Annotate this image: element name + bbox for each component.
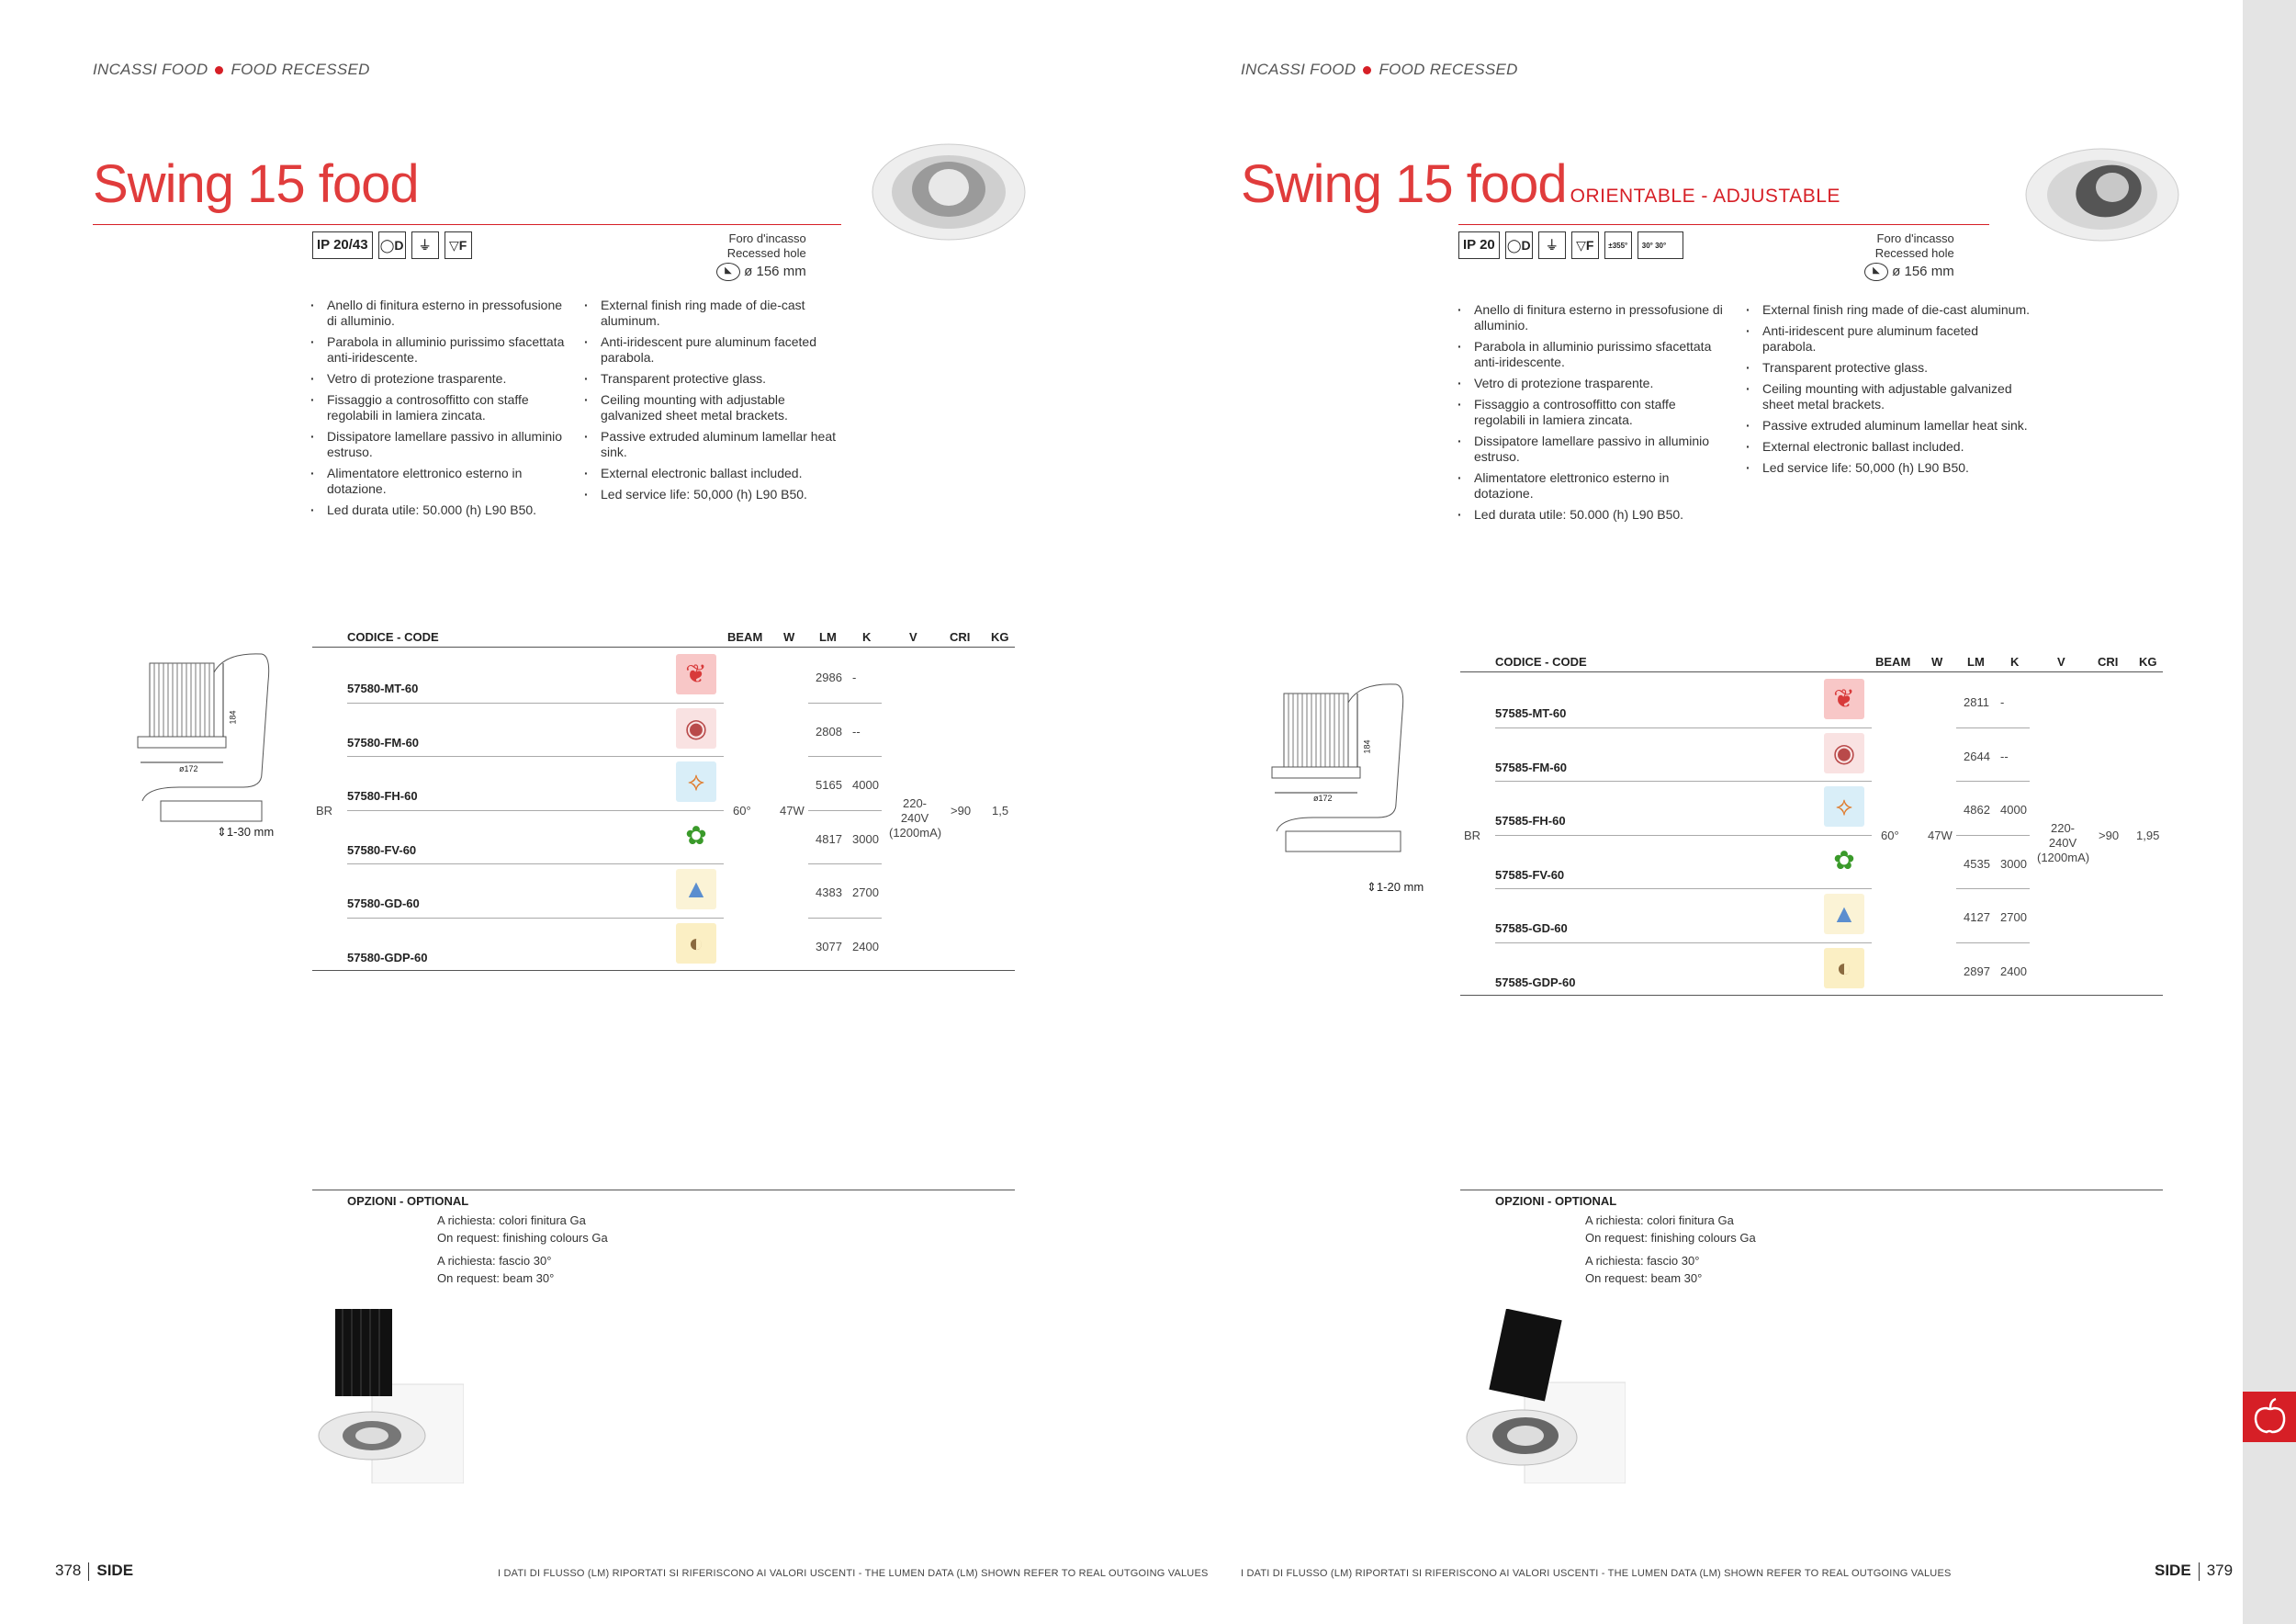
product-code: 57585-GD-60: [1495, 921, 1568, 936]
optional-title: OPZIONI - OPTIONAL: [347, 1194, 469, 1208]
feature-item: · Dissipatore lamellare passivo in alluminio estruso.: [1458, 434, 1728, 465]
feature-item: · Anello di finitura esterno in pressofusione di alluminio.: [1458, 302, 1728, 333]
vegetables-icon: ✿: [1824, 840, 1864, 881]
product-code: 57585-FM-60: [1495, 760, 1568, 774]
lumen-value: 4535: [1964, 856, 1990, 871]
lumen-value: 5165: [816, 778, 842, 793]
kelvin-value: --: [2000, 749, 2009, 763]
col-k: K: [862, 630, 872, 644]
product-code: 57585-MT-60: [1495, 706, 1567, 720]
lumen-value: 4862: [1964, 803, 1990, 818]
feature-item: · Fissaggio a controsoffitto con staffe regolabili in lamiera zincata.: [310, 392, 572, 423]
row-rule: [808, 810, 882, 811]
cri-cell: >90: [951, 804, 972, 818]
page-footer-left: [55, 1562, 133, 1581]
lumen-value: 4127: [1964, 910, 1990, 925]
cert-icons: [1458, 231, 1683, 259]
product-title: Swing 15 food: [93, 154, 419, 214]
bakery-icon: ▲: [676, 869, 716, 909]
table-bottom-rule: [1460, 995, 2163, 996]
drawing-diameter-label: ø172: [1313, 794, 1333, 803]
kelvin-value: 2700: [852, 885, 879, 900]
product-render: [317, 1300, 464, 1488]
bakery-icon: ▲: [1824, 894, 1864, 934]
optional-title: OPZIONI - OPTIONAL: [1495, 1194, 1617, 1208]
section-heading: [1241, 61, 1518, 79]
col-w: W: [783, 630, 795, 644]
row-rule: [808, 756, 882, 757]
spec-table: [312, 630, 1015, 972]
col-cri: CRI: [950, 630, 971, 644]
features-en: [584, 298, 837, 508]
col-lm: LM: [819, 630, 837, 644]
ip-rating-badge: IP 20: [1458, 231, 1500, 259]
feature-item: · Anti-iridescent pure aluminum faceted parabola.: [1746, 323, 2031, 355]
ceiling-range: ⇕1-20 mm: [1367, 880, 1424, 894]
product-render: [1465, 1309, 1626, 1488]
brand-name: SIDE: [2155, 1562, 2191, 1579]
kelvin-value: 2400: [852, 940, 879, 953]
row-rule: [347, 863, 724, 864]
rotation-icon: ±355°: [1604, 231, 1632, 259]
v-cell: 220-240V (1200mA): [2037, 821, 2090, 864]
d-mark-icon: ◯D: [1505, 231, 1533, 259]
feature-item: · Vetro di protezione trasparente.: [1458, 376, 1728, 391]
side-bar: [2243, 0, 2296, 1624]
footnote: I DATI DI FLUSSO (LM) RIPORTATI SI RIFERISCONO AI VALORI USCENTI - THE LUMEN DATA (LM) SHOWN REFER TO REAL OUTGOING VALUES: [498, 1568, 1209, 1579]
f-mark-icon: ▽F: [445, 231, 472, 259]
header-rule: [1460, 671, 2163, 672]
feature-item: · Fissaggio a controsoffitto con staffe regolabili in lamiera zincata.: [1458, 397, 1728, 428]
features-it: [1458, 302, 1728, 528]
optional-colours-en: On request: finishing colours Ga: [1585, 1231, 1756, 1245]
col-k: K: [2010, 655, 2020, 669]
lumen-value: 2986: [816, 671, 842, 684]
br-cell: BR: [1464, 829, 1481, 842]
row-rule: [1495, 727, 1872, 728]
row-rule: [347, 703, 724, 704]
d-mark-icon: ◯D: [378, 231, 406, 259]
hole-diameter: ø 156 mm: [1892, 263, 1954, 279]
row-rule: [347, 918, 724, 919]
optional-beam-it: A richiesta: fascio 30°: [1585, 1254, 1700, 1268]
title-rule: [93, 224, 841, 225]
drawing-height-label: 184: [1362, 739, 1372, 754]
product-code: 57580-FV-60: [347, 842, 417, 857]
row-rule: [808, 703, 882, 704]
w-cell: 47W: [1928, 829, 1953, 842]
kelvin-value: 4000: [852, 778, 879, 793]
table-bottom-rule: [312, 970, 1015, 971]
feature-item: · Led durata utile: 50.000 (h) L90 B50.: [310, 502, 572, 518]
row-rule: [1495, 942, 1872, 943]
hole-label-en: Recessed hole: [1874, 246, 1954, 260]
optional-beam-en: On request: beam 30°: [1585, 1271, 1703, 1285]
ceiling-range-text: 1-30 mm: [226, 825, 275, 839]
v-cell: 220-240V (1200mA): [889, 796, 942, 840]
col-code: CODICE - CODE: [1495, 655, 1587, 669]
beam-cell: 60°: [1881, 829, 1899, 842]
footer-divider: [2199, 1562, 2200, 1581]
row-rule: [1495, 781, 1872, 782]
feature-item: · Anello di finitura esterno in pressofusione di alluminio.: [310, 298, 572, 329]
cert-icons: [312, 231, 472, 259]
col-beam: BEAM: [727, 630, 763, 644]
product-code: 57585-FV-60: [1495, 867, 1565, 882]
ceiling-range-text: 1-20 mm: [1376, 880, 1424, 894]
page-number: 379: [2206, 1562, 2234, 1579]
feature-item: · External electronic ballast included.: [1746, 439, 2031, 455]
title-rule: [1458, 224, 1989, 225]
vegetables-icon: ✿: [676, 816, 716, 856]
recessed-hole-info: [716, 231, 806, 281]
kelvin-value: -: [852, 671, 857, 684]
col-cri: CRI: [2098, 655, 2119, 669]
feature-item: · Ceiling mounting with adjustable galvanized sheet metal brackets.: [1746, 381, 2031, 412]
feature-item: · Transparent protective glass.: [584, 371, 837, 387]
lumen-value: 4383: [816, 885, 842, 900]
col-code: CODICE - CODE: [347, 630, 439, 644]
header-rule: [312, 647, 1015, 648]
page-footer-right: [2155, 1562, 2233, 1581]
kelvin-value: 2700: [2000, 910, 2027, 925]
product-code: 57585-GDP-60: [1495, 976, 1576, 989]
bread-icon: ◐: [676, 923, 716, 964]
row-rule: [1956, 835, 2030, 836]
feature-item: · Led service life: 50,000 (h) L90 B50.: [584, 487, 837, 502]
w-cell: 47W: [780, 804, 805, 818]
f-mark-icon: ▽F: [1571, 231, 1599, 259]
col-v: V: [909, 630, 917, 644]
category-tab[interactable]: [2243, 1392, 2296, 1442]
kelvin-value: 3000: [2000, 856, 2027, 871]
technical-drawing: [1258, 675, 1414, 863]
section-en: FOOD RECESSED: [1379, 61, 1518, 78]
row-rule: [1956, 942, 2030, 943]
col-beam: BEAM: [1875, 655, 1911, 669]
bullet-dot: [215, 66, 223, 74]
lumen-value: 3077: [816, 940, 842, 953]
spec-table: [1460, 655, 2163, 997]
feature-item: · Passive extruded aluminum lamellar heat sink.: [1746, 418, 2031, 434]
product-code: 57580-GDP-60: [347, 951, 428, 964]
ground-class-icon: ⏚: [411, 231, 439, 259]
cured-meat-icon: ◉: [676, 708, 716, 749]
bullet-dot: [1363, 66, 1371, 74]
ground-class-icon: ⏚: [1538, 231, 1566, 259]
section-it: INCASSI FOOD: [1241, 61, 1356, 78]
feature-item: · Vetro di protezione trasparente.: [310, 371, 572, 387]
footnote: I DATI DI FLUSSO (LM) RIPORTATI SI RIFERISCONO AI VALORI USCENTI - THE LUMEN DATA (LM) SHOWN REFER TO REAL OUTGOING VALUES: [1241, 1568, 1952, 1579]
br-cell: BR: [316, 804, 333, 818]
product-code: 57585-FH-60: [1495, 814, 1566, 829]
row-rule: [347, 756, 724, 757]
product-code: 57580-GD-60: [347, 897, 420, 911]
row-rule: [1495, 835, 1872, 836]
feature-item: · Led service life: 50,000 (h) L90 B50.: [1746, 460, 2031, 476]
col-v: V: [2057, 655, 2065, 669]
drawing-diameter-label: ø172: [179, 764, 198, 773]
fish-icon: ⟡: [676, 761, 716, 802]
row-rule: [1495, 888, 1872, 889]
feature-item: · Parabola in alluminio purissimo sfacettata anti-iridescente.: [310, 334, 572, 366]
brand-name: SIDE: [96, 1562, 134, 1579]
hole-icon: ◣: [1864, 263, 1888, 281]
lumen-value: 2644: [1964, 749, 1990, 763]
kelvin-value: -: [2000, 695, 2005, 709]
beam-cell: 60°: [733, 804, 751, 818]
optional-beam-it: A richiesta: fascio 30°: [437, 1254, 552, 1268]
technical-drawing: [124, 645, 280, 833]
drawing-height-label: 184: [228, 710, 238, 725]
lumen-value: 2897: [1964, 964, 1990, 978]
features-en: [1746, 302, 2031, 481]
row-rule: [347, 810, 724, 811]
feature-item: · External finish ring made of die-cast aluminum.: [1746, 302, 2031, 318]
cri-cell: >90: [2099, 829, 2120, 842]
lumen-value: 4817: [816, 831, 842, 846]
hole-label-en: Recessed hole: [726, 246, 806, 260]
product-photo: [871, 141, 1027, 247]
title-sub: ORIENTABLE - ADJUSTABLE: [1570, 186, 1840, 207]
features-it: [310, 298, 572, 524]
lumen-value: 2811: [1964, 695, 1989, 709]
section-en: FOOD RECESSED: [231, 61, 370, 78]
product-title: [1241, 154, 1840, 214]
optional-colours-it: A richiesta: colori finitura Ga: [1585, 1213, 1734, 1227]
row-rule: [1956, 888, 2030, 889]
col-kg: KG: [2139, 655, 2157, 669]
feature-item: · Ceiling mounting with adjustable galvanized sheet metal brackets.: [584, 392, 837, 423]
feature-item: · Anti-iridescent pure aluminum faceted parabola.: [584, 334, 837, 366]
feature-item: · External finish ring made of die-cast aluminum.: [584, 298, 837, 329]
kelvin-value: 4000: [2000, 803, 2027, 818]
row-rule: [1956, 727, 2030, 728]
kg-cell: 1,95: [2136, 829, 2160, 842]
row-rule: [808, 918, 882, 919]
product-code: 57580-MT-60: [347, 682, 419, 695]
bread-icon: ◐: [1824, 948, 1864, 988]
ceiling-range: ⇕1-30 mm: [217, 825, 275, 839]
kelvin-value: 2400: [2000, 964, 2027, 978]
feature-item: · Passive extruded aluminum lamellar heat sink.: [584, 429, 837, 460]
ip-rating-badge: IP 20/43: [312, 231, 373, 259]
hole-label-it: Foro d'incasso: [1876, 231, 1954, 245]
page-number: 378: [55, 1562, 82, 1579]
product-code: 57580-FM-60: [347, 735, 420, 750]
tilt-icon: 30° 30°: [1638, 231, 1683, 259]
kelvin-value: --: [852, 724, 861, 739]
feature-item: · External electronic ballast included.: [584, 466, 837, 481]
product-photo: [2024, 147, 2180, 248]
fish-icon: ⟡: [1824, 786, 1864, 827]
hole-diameter: ø 156 mm: [744, 263, 806, 279]
feature-item: · Transparent protective glass.: [1746, 360, 2031, 376]
cured-meat-icon: ◉: [1824, 733, 1864, 773]
kelvin-value: 3000: [852, 831, 879, 846]
feature-item: · Led durata utile: 50.000 (h) L90 B50.: [1458, 507, 1728, 523]
footer-divider: [88, 1562, 89, 1581]
hole-label-it: Foro d'incasso: [728, 231, 806, 245]
kg-cell: 1,5: [992, 804, 1009, 818]
meat-icon: ❦: [676, 654, 716, 694]
section-it: INCASSI FOOD: [93, 61, 208, 78]
row-rule: [1956, 781, 2030, 782]
optional-beam-en: On request: beam 30°: [437, 1271, 555, 1285]
title-main: Swing 15 food: [1241, 154, 1567, 214]
col-kg: KG: [991, 630, 1009, 644]
col-lm: LM: [1967, 655, 1985, 669]
product-code: 57580-FH-60: [347, 789, 418, 804]
col-w: W: [1931, 655, 1943, 669]
hole-icon: ◣: [716, 263, 740, 281]
recessed-hole-info: [1864, 231, 1954, 281]
lumen-value: 2808: [816, 724, 842, 739]
apple-tab-icon: [2243, 1392, 2296, 1442]
meat-icon: ❦: [1824, 679, 1864, 719]
section-heading: [93, 61, 370, 79]
row-rule: [808, 863, 882, 864]
optional-colours-en: On request: finishing colours Ga: [437, 1231, 608, 1245]
feature-item: · Parabola in alluminio purissimo sfacettata anti-iridescente.: [1458, 339, 1728, 370]
optional-colours-it: A richiesta: colori finitura Ga: [437, 1213, 586, 1227]
feature-item: · Dissipatore lamellare passivo in alluminio estruso.: [310, 429, 572, 460]
feature-item: · Alimentatore elettronico esterno in dotazione.: [310, 466, 572, 497]
feature-item: · Alimentatore elettronico esterno in dotazione.: [1458, 470, 1728, 502]
